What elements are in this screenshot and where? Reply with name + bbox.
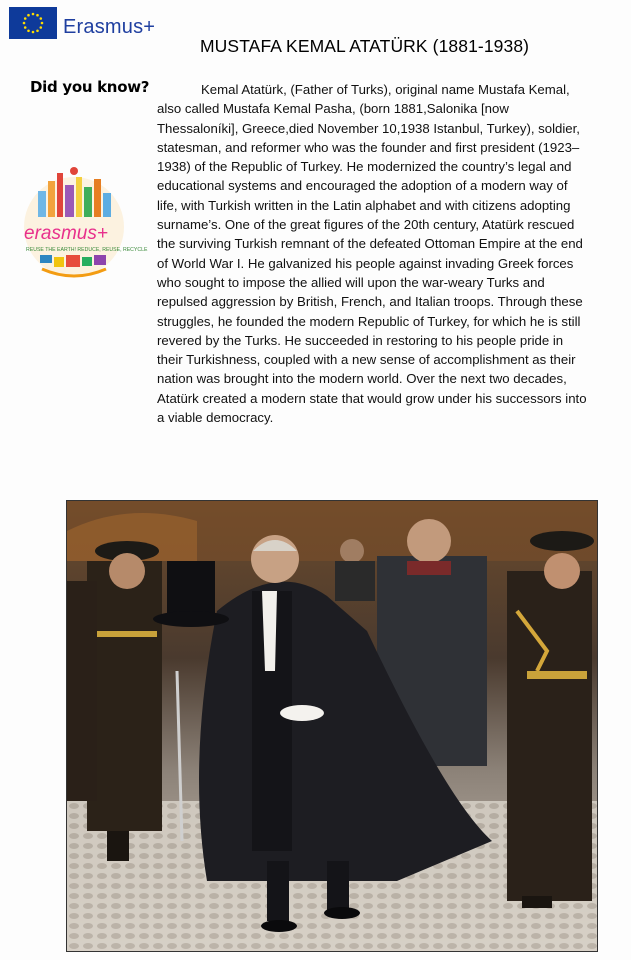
eu-star-icon xyxy=(27,29,30,32)
eu-star-icon xyxy=(27,14,30,17)
biography-paragraph: Kemal Atatürk, (Father of Turks), original name Mustafa Kemal, also called Mustafa Kemal Pasha, (born 1881,Salonika [now Thessaloníki], Greece,died November 10,1938 Istanbul, Turkey), soldier, statesman, and reformer who was the founder and first president (1923–1938) of the Republic of Turkey. He modernized the country’s legal and educational systems and encouraged the adoption of a modern way of life, with Turkish written in the Latin alphabet and with citizens adopting surname’s. One of the great figures of the 20th century, Atatürk rescued the surviving Turkish remnant of the defeated Ottoman Empire at the end of World War I. He galvanized his people against invading Greek forces who sought to impose the allied will upon the war-weary Turks and repulsed aggression by British, French, and Italian troops. Through these struggles, he founded the modern Republic of Turkey, for which he is still revered by the Turks. He succeeded in restoring to his people pride in their Turkishness, coupled with a new sense of accomplishment as their nation was brought into the modern world. Over the next two decades, Atatürk created a modern state that would grow under his successors into a viable democracy. xyxy=(157,82,587,426)
eu-star-icon xyxy=(36,14,39,17)
ataturk-photo xyxy=(66,500,598,952)
eu-star-icon xyxy=(32,31,35,34)
eu-star-icon xyxy=(36,29,39,32)
logo-tagline: REUSE THE EARTH! REDUCE, REUSE, RECYCLE xyxy=(26,247,148,253)
erasmus-recycle-logo xyxy=(20,165,148,285)
eu-star-icon xyxy=(24,17,27,20)
page-title: MUSTAFA KEMAL ATATÜRK (1881-1938) xyxy=(200,36,530,56)
eu-star-icon xyxy=(32,13,35,16)
eu-star-icon xyxy=(24,26,27,29)
erasmus-brand-name: Erasmus+ xyxy=(63,16,156,38)
eu-star-icon xyxy=(41,22,44,25)
eu-star-icon xyxy=(39,26,42,29)
eu-flag-icon xyxy=(9,7,57,39)
eu-star-icon xyxy=(23,22,26,25)
did-you-know-heading: Did you know? xyxy=(30,78,150,96)
logo-wordmark: erasmus+ xyxy=(24,223,108,244)
eu-star-icon xyxy=(39,17,42,20)
